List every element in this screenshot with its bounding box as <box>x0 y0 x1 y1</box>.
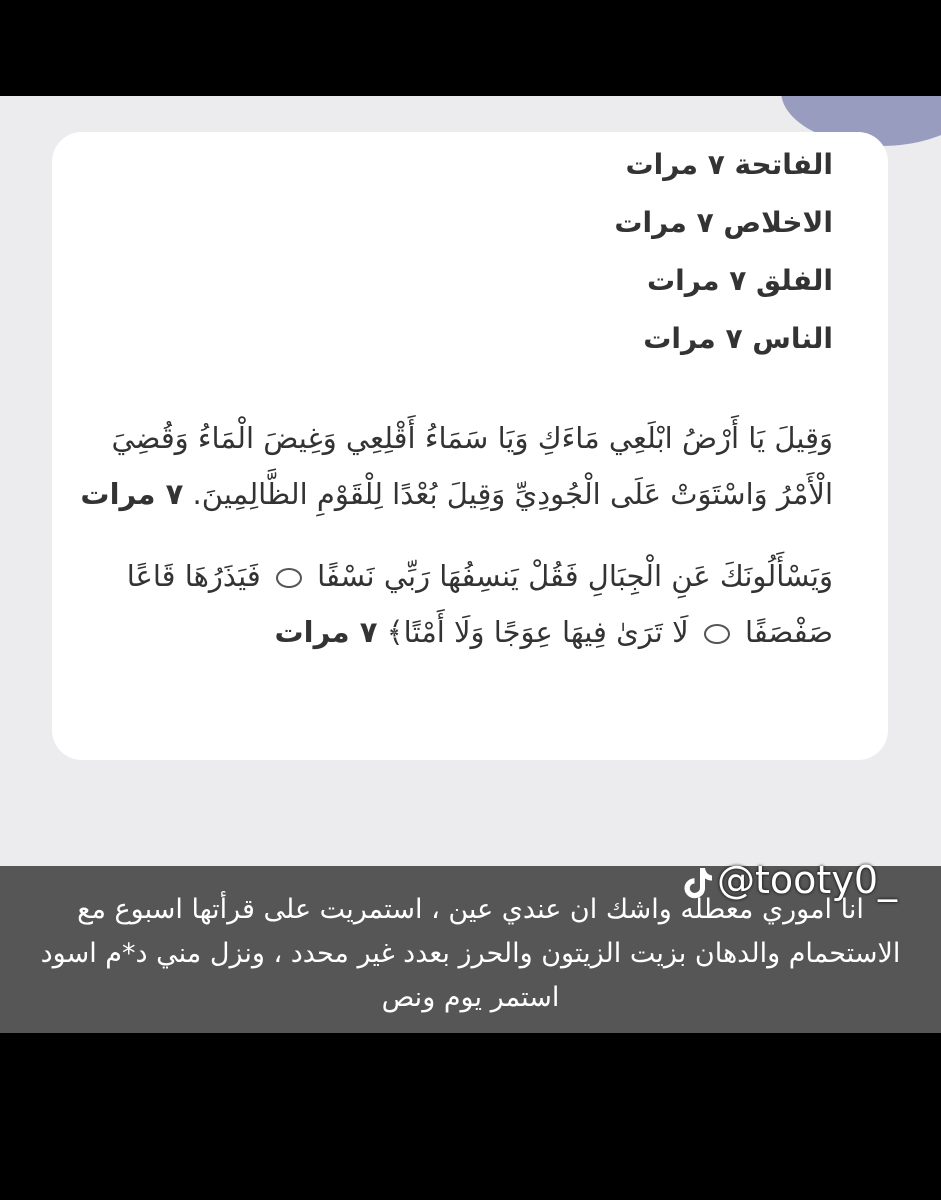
verse-hud-text: وَقِيلَ يَا أَرْضُ ابْلَعِي مَاءَكِ وَيَا سَمَاءُ أَقْلِعِي وَغِيضَ الْمَاءُ وَقُضِيَ الْأَمْرُ وَاسْتَوَتْ عَلَى الْجُودِيِّ وَقِيلَ بُعْدًا لِلْقَوْمِ الظَّالِمِينَ. <box>111 421 833 511</box>
surah-list <box>72 136 833 368</box>
caption-text: انا اموري معطله واشك ان عندي عين ، استمريت على قرأتها اسبوع مع الاستحمام والدهان بزيت الزيتون والحرز بعدد غير محدد ، ونزل مني د*م اسود استمر يوم ونص <box>40 894 901 1013</box>
verse-taha-part1: وَيَسْأَلُونَكَ عَنِ الْجِبَالِ فَقُلْ يَنسِفُهَا رَبِّي نَسْفًا <box>317 559 833 593</box>
verse-hud-count: ٧ مرات <box>80 477 184 511</box>
caption-band <box>0 858 941 1033</box>
surah-line-falaq: الفلق ٧ مرات <box>646 264 833 297</box>
phone-screenshot <box>0 96 941 866</box>
verse-taha-part3: لَا تَرَىٰ فِيهَا عِوَجًا وَلَا أَمْتًا﴾ <box>386 615 689 649</box>
verse-taha <box>72 548 833 660</box>
surah-line-ikhlas: الاخلاص ٧ مرات <box>614 206 833 239</box>
verse-hud <box>72 410 833 522</box>
text-card <box>52 132 888 760</box>
watermark-handle: @tooty0_ <box>717 858 897 902</box>
surah-line-fatiha: الفاتحة ٧ مرات <box>625 148 833 181</box>
ayah-end-icon <box>704 624 730 644</box>
verse-taha-part2: فَيَذَرُهَا قَاعًا صَفْصَفًا <box>126 559 833 649</box>
surah-line-nas: الناس ٧ مرات <box>643 322 833 355</box>
verse-taha-count: ٧ مرات <box>274 615 378 649</box>
ayah-end-icon <box>276 568 302 588</box>
